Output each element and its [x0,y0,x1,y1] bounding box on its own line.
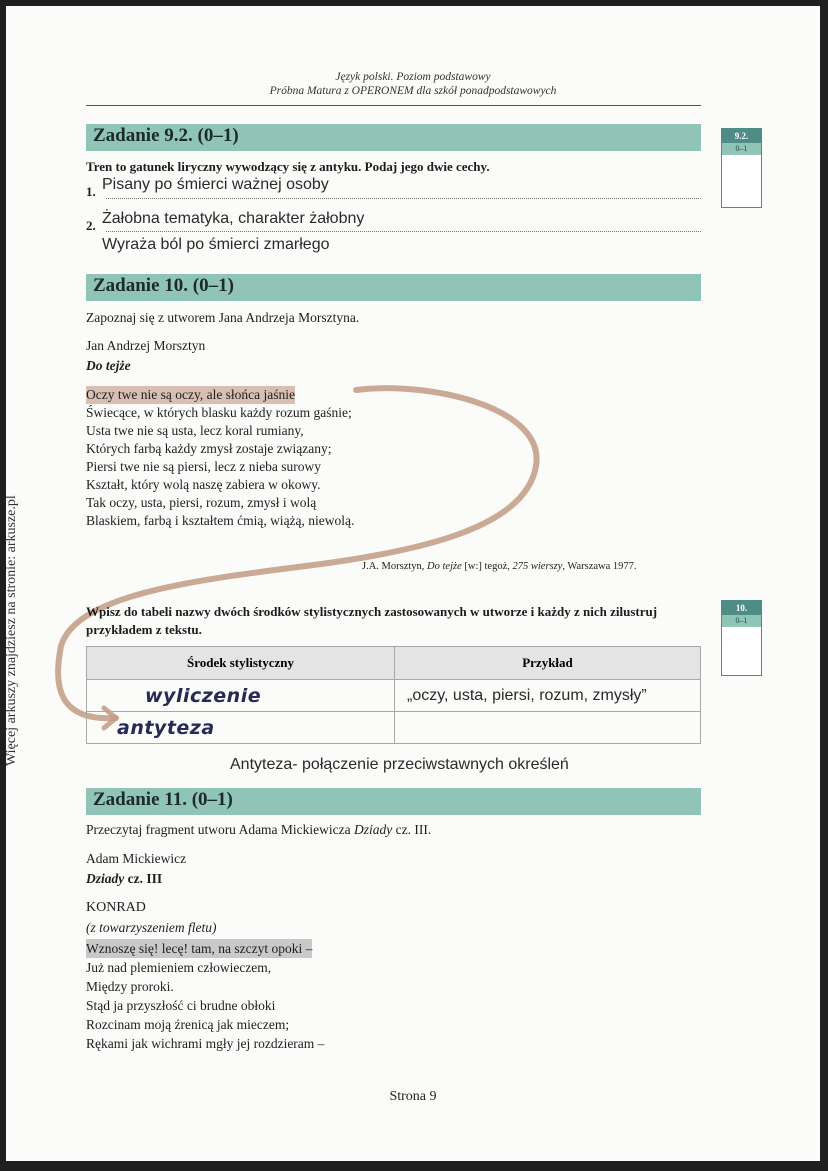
poem-author: Jan Andrzej Morsztyn [86,338,206,353]
score-box-10-number: 10. [722,601,761,615]
score-box-10 [721,600,762,676]
answer-2-number: 2. [86,218,96,233]
poem-line: Tak oczy, usta, piersi, rozum, zmysł i wolą [86,495,317,510]
source-in: [w:] tegoż, [461,561,513,572]
work-title: Dziady [86,871,125,886]
drama-line: Rękami jak wichrami mgły jej rozdzieram – [86,1036,325,1051]
answer-2-handwritten: Żałobna tematyka, charakter żałobny [102,210,365,227]
drama-line: Już nad plemieniem człowieczem, [86,960,272,975]
intro-text: Przeczytaj fragment utworu Adama Mickiewicza [86,822,355,837]
speaker: KONRAD [86,900,146,915]
score-box-10-points: 0–1 [722,615,761,627]
column-header: Środek stylistyczny [87,647,395,680]
drama-line: Rozcinam moją źrenicą jak mieczem; [86,1017,290,1032]
header-line-1: Język polski. Poziom podstawowy [335,71,491,83]
header-line-2: Próbna Matura z OPERONEM dla szkół ponadpodstawowych [269,85,557,97]
stylistic-devices-table [86,646,701,744]
drama-line: Stąd ja przyszłość ci brudne obłoki [86,998,276,1013]
task-10-title: Zadanie 10. (0–1) [93,275,234,296]
answer-2-continuation: Wyraża ból po śmierci zmarłego [102,236,330,253]
task-10-instruction: Wpisz do tabeli nazwy dwóch środków stylistycznych zastosowanych w utworze i każdy z nich zilustruj przykładem z tekstu. [86,604,658,637]
answer-1-handwritten: Pisany po śmierci ważnej osoby [102,176,329,193]
handwritten-note: Antyteza- połączenie przeciwstawnych określeń [230,756,569,773]
poem-line: Usta twe nie są usta, lecz koral rumiany, [86,423,304,438]
task-11-intro [86,821,431,839]
table-cell-example[interactable]: „oczy, usta, piersi, rozum, zmysły” [395,680,701,712]
poem-line: Kształt, który wolą naszę zabiera w okowy. [86,477,321,492]
drama-line: Wznoszę się! lecę! tam, na szczyt opoki – [86,941,313,956]
task-11-title: Zadanie 11. (0–1) [93,789,233,810]
page-number: Strona 9 [389,1089,437,1104]
answer-1-number: 1. [86,184,96,199]
table-header-row [87,647,701,680]
side-watermark-text: Więcej arkuszy znajdziesz na stronie: arkusze.pl [4,495,19,766]
table-cell-example[interactable] [395,712,701,744]
score-box-9-2-points: 0–1 [722,143,761,155]
poem-line: Oczy twe nie są oczy, ale słońca jaśnie [86,387,296,402]
intro-part: cz. III. [392,822,432,837]
source-title: Do tejże [427,561,462,572]
table-cell-device[interactable]: antyteza [87,712,395,744]
table-row [87,712,701,744]
column-header: Przykład [395,647,701,680]
task-10-intro: Zapoznaj się z utworem Jana Andrzeja Morsztyna. [86,310,360,325]
drama-line: Między proroki. [86,979,174,994]
source-place: , Warszawa 1977. [562,561,637,572]
table-row [87,680,701,712]
task-9-2-question: Tren to gatunek liryczny wywodzący się z antyku. Podaj jego dwie cechy. [86,159,490,174]
intro-work: Dziady [354,822,393,837]
fragment-author: Adam Mickiewicz [86,851,187,866]
score-box-9-2-number: 9.2. [722,129,761,143]
task-11-header [86,788,701,815]
poem-line: Piersi twe nie są piersi, lecz z nieba surowy [86,459,322,474]
task-9-2-title: Zadanie 9.2. (0–1) [93,125,239,146]
exam-page [6,6,820,1161]
stage-direction: (z towarzyszeniem fletu) [86,920,217,935]
source-author: J.A. Morsztyn, [362,561,428,572]
poem-line: Których farbą każdy zmysł zostaje związany; [86,441,332,456]
work-part: cz. III [124,871,163,886]
poem-title: Do tejże [86,358,131,373]
source-book: 275 wierszy [512,561,563,572]
poem-line: Blaskiem, farbą i kształtem ćmią, wiążą, niewolą. [86,513,355,528]
drama-lines [86,939,324,1053]
poem-line: Świecące, w których blasku każdy rozum gaśnie; [86,405,352,420]
fragment-work [86,870,162,888]
table-cell-device[interactable]: wyliczenie [87,680,395,712]
